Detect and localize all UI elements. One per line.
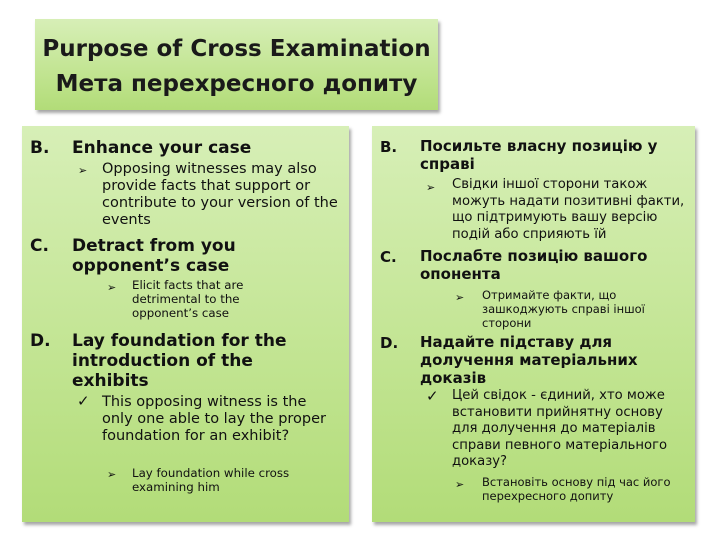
arrow-bullet-icon: ➢ <box>107 468 117 481</box>
title-english: Purpose of Cross Examination <box>42 36 431 62</box>
title-box <box>35 19 438 110</box>
item-b-heading: Посильте власну позицію у справі <box>420 137 658 173</box>
item-d-letter: D. <box>30 331 51 351</box>
item-c-sub: Отримайте факти, що зашкоджують справі іншої сторони <box>482 288 645 330</box>
arrow-bullet-icon: ➢ <box>426 181 436 194</box>
item-d-sub: This opposing witness is the only one able to lay the proper foundation for an exhibit? <box>102 394 326 444</box>
item-c-heading: Detract from you opponent’s case <box>72 236 236 276</box>
checkmark-bullet-icon: ✓ <box>426 387 439 405</box>
arrow-bullet-icon: ➢ <box>107 281 117 294</box>
left-panel-english <box>22 126 349 522</box>
item-d-heading: Надайте підставу для долучення матеріальних доказів <box>420 333 638 387</box>
item-b-sub: Opposing witnesses may also provide facts that support or contribute to your version of the events <box>102 161 338 228</box>
item-b-sub: Свідки іншої сторони також можуть надати позитивні факти, що підтримують вашу версію подій або сприяють їй <box>452 177 685 242</box>
item-d-subsub: Lay foundation while cross examining him <box>132 466 290 494</box>
item-d-heading: Lay foundation for the introduction of the exhibits <box>72 331 287 391</box>
right-panel-ukrainian <box>372 126 695 522</box>
arrow-bullet-icon: ➢ <box>78 164 88 177</box>
item-c-letter: C. <box>380 248 397 266</box>
checkmark-bullet-icon: ✓ <box>77 392 90 410</box>
item-c-sub: Elicit facts that are detrimental to the opponent’s case <box>132 278 244 320</box>
item-b-heading: Enhance your case <box>72 138 252 158</box>
item-b-letter: B. <box>30 138 50 158</box>
item-d-letter: D. <box>380 334 399 352</box>
item-c-heading: Послабте позицію вашого опонента <box>420 247 648 283</box>
item-d-sub: Цей свідок - єдиний, хто може встановити прийнятну основу для долучення до матеріалів справи певного матеріального доказу? <box>452 388 668 469</box>
item-b-letter: B. <box>380 138 398 156</box>
item-d-subsub: Встановіть основу під час його перехресного допиту <box>482 475 671 503</box>
arrow-bullet-icon: ➢ <box>455 478 465 491</box>
title-ukrainian: Мета перехресного допиту <box>55 71 418 97</box>
arrow-bullet-icon: ➢ <box>455 291 465 304</box>
item-c-letter: C. <box>30 236 49 256</box>
